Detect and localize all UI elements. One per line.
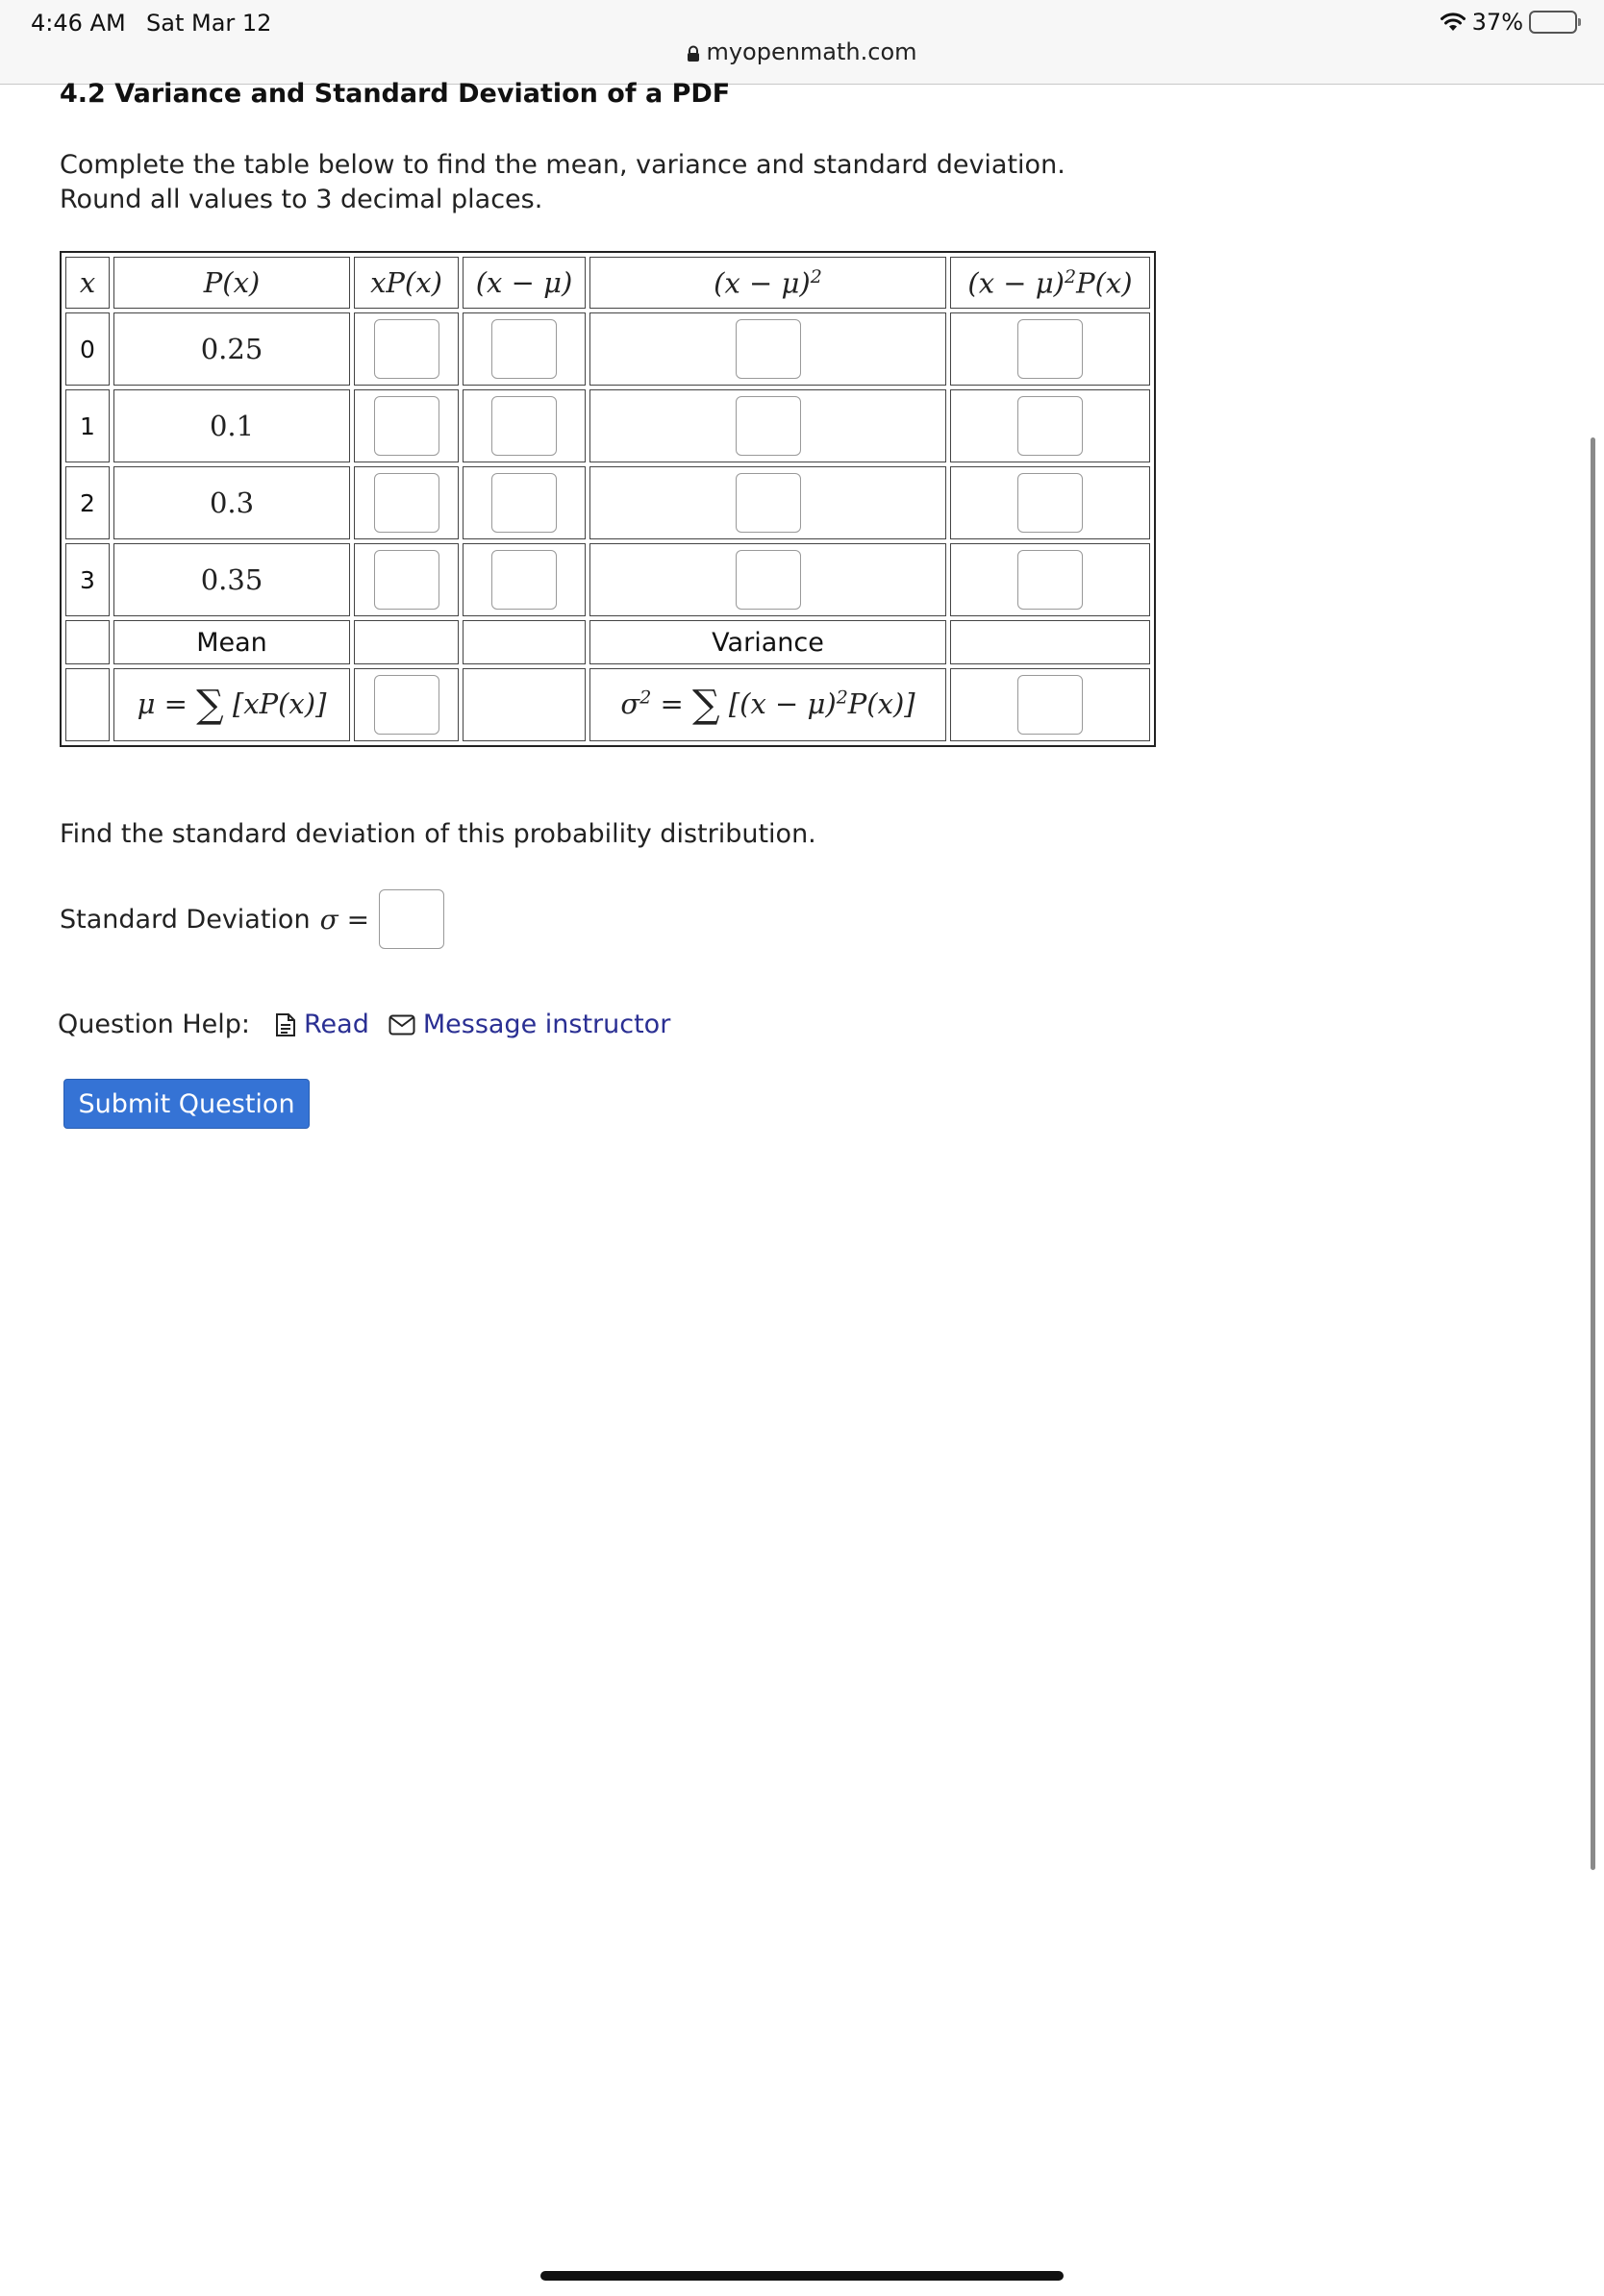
cell-x-minus-mu: [463, 389, 586, 462]
help-label: Question Help:: [58, 1010, 250, 1039]
row-x: 2: [65, 466, 110, 539]
blank-cell: [354, 620, 459, 664]
variance-label: Variance: [589, 620, 946, 664]
cell-xpx: [354, 543, 459, 616]
question-help: [58, 1010, 670, 1039]
input-x-minus-mu-squared-px[interactable]: [1017, 473, 1083, 533]
status-right: [1440, 9, 1577, 36]
message-instructor-label: Message instructor: [422, 1010, 671, 1039]
cell-xpx: [354, 312, 459, 386]
status-time: 4:46 AM: [31, 10, 126, 37]
input-x-minus-mu[interactable]: [491, 319, 557, 379]
variance-equals: =: [660, 687, 684, 720]
instruction-line-1: Complete the table below to find the mean, variance and standard deviation.: [60, 150, 1065, 180]
read-link-label: Read: [304, 1010, 369, 1039]
input-x-minus-mu-squared[interactable]: [736, 319, 801, 379]
table-row: [65, 466, 1150, 539]
mean-formula: [113, 668, 350, 741]
table-row: [65, 312, 1150, 386]
instruction-line-2: Round all values to 3 decimal places.: [60, 185, 543, 214]
summary-formula-row: [65, 668, 1150, 741]
cell-x-minus-mu-squared-px: [950, 389, 1150, 462]
row-probability: 0.1: [113, 389, 350, 462]
document-icon: [275, 1012, 296, 1037]
row-x: 0: [65, 312, 110, 386]
input-xpx[interactable]: [374, 396, 439, 456]
input-xpx[interactable]: [374, 319, 439, 379]
cell-x-minus-mu-squared-px: [950, 312, 1150, 386]
table-row: [65, 389, 1150, 462]
variance-lhs-symbol: σ: [620, 687, 640, 720]
input-x-minus-mu-squared-px[interactable]: [1017, 550, 1083, 610]
cell-mean: [354, 668, 459, 741]
wifi-icon: [1440, 12, 1466, 33]
variance-formula: [589, 668, 946, 741]
cell-x-minus-mu: [463, 543, 586, 616]
submit-question-button[interactable]: Submit Question: [63, 1079, 310, 1129]
input-x-minus-mu-squared[interactable]: [736, 396, 801, 456]
lock-icon: [687, 45, 700, 62]
cell-xpx: [354, 389, 459, 462]
blank-cell: [463, 620, 586, 664]
cell-x-minus-mu-squared-px: [950, 466, 1150, 539]
row-x: 1: [65, 389, 110, 462]
row-probability: 0.3: [113, 466, 350, 539]
header-x-minus-mu-squared-base: (x − μ): [714, 266, 811, 300]
battery-icon: [1529, 11, 1577, 34]
sd-question: Find the standard deviation of this probability distribution.: [60, 819, 816, 849]
variance-body-open: [(x − μ): [728, 687, 837, 720]
header-squared-px-suffix: P(x): [1076, 266, 1133, 300]
input-xpx[interactable]: [374, 473, 439, 533]
variance-body-close: P(x)]: [847, 687, 915, 720]
mean-input[interactable]: [374, 675, 439, 735]
pdf-table: [60, 251, 1156, 747]
mean-formula-lhs: μ =: [137, 687, 188, 720]
read-link[interactable]: [275, 1010, 369, 1039]
sigma-sum-symbol: ∑: [692, 683, 720, 727]
status-date: Sat Mar 12: [146, 10, 272, 37]
blank-cell: [950, 620, 1150, 664]
input-xpx[interactable]: [374, 550, 439, 610]
row-probability: 0.25: [113, 312, 350, 386]
envelope-icon: [388, 1014, 415, 1036]
table-header-row: [65, 257, 1150, 309]
input-x-minus-mu[interactable]: [491, 473, 557, 533]
input-x-minus-mu-squared[interactable]: [736, 473, 801, 533]
blank-cell: [463, 668, 586, 741]
status-bar: [0, 0, 1604, 85]
page-title: 4.2 Variance and Standard Deviation of a PDF: [60, 79, 731, 109]
sigma-sum-symbol: ∑: [196, 683, 224, 727]
input-x-minus-mu[interactable]: [491, 396, 557, 456]
input-x-minus-mu-squared[interactable]: [736, 550, 801, 610]
cell-x-minus-mu-squared: [589, 466, 946, 539]
variance-body-sup: 2: [836, 686, 848, 709]
header-x: x: [65, 257, 110, 309]
cell-x-minus-mu-squared: [589, 312, 946, 386]
summary-label-row: [65, 620, 1150, 664]
instructions: [60, 148, 1065, 217]
row-probability: 0.35: [113, 543, 350, 616]
header-squared-px-base: (x − μ): [967, 266, 1065, 300]
sd-label: Standard Deviation: [60, 904, 311, 935]
header-px: P(x): [113, 257, 350, 309]
message-instructor-link[interactable]: [388, 1010, 670, 1039]
sd-symbol: σ =: [319, 903, 370, 936]
cell-x-minus-mu-squared-px: [950, 543, 1150, 616]
scrollbar[interactable]: [1591, 437, 1595, 1870]
cell-x-minus-mu: [463, 312, 586, 386]
blank-cell: [65, 668, 110, 741]
cell-x-minus-mu-squared: [589, 543, 946, 616]
variance-input[interactable]: [1017, 675, 1083, 735]
mean-formula-body: [xP(x)]: [232, 687, 327, 720]
cell-x-minus-mu-squared: [589, 389, 946, 462]
sd-input[interactable]: [379, 889, 444, 949]
header-squared-sup: 2: [810, 265, 822, 287]
input-x-minus-mu-squared-px[interactable]: [1017, 396, 1083, 456]
battery-percent: 37%: [1471, 9, 1523, 36]
variance-lhs-sup: 2: [639, 686, 652, 709]
input-x-minus-mu[interactable]: [491, 550, 557, 610]
row-x: 3: [65, 543, 110, 616]
header-xpx: xP(x): [354, 257, 459, 309]
input-x-minus-mu-squared-px[interactable]: [1017, 319, 1083, 379]
home-indicator[interactable]: [540, 2271, 1064, 2281]
url-text: myopenmath.com: [706, 38, 917, 65]
cell-xpx: [354, 466, 459, 539]
header-x-minus-mu-squared-px: [950, 257, 1150, 309]
cell-x-minus-mu: [463, 466, 586, 539]
mean-label: Mean: [113, 620, 350, 664]
header-squared-px-sup: 2: [1064, 265, 1077, 287]
sd-row: [60, 889, 444, 949]
blank-cell: [65, 620, 110, 664]
header-x-minus-mu-squared: [589, 257, 946, 309]
header-x-minus-mu: (x − μ): [463, 257, 586, 309]
cell-variance: [950, 668, 1150, 741]
address-bar[interactable]: [0, 38, 1604, 65]
table-row: [65, 543, 1150, 616]
